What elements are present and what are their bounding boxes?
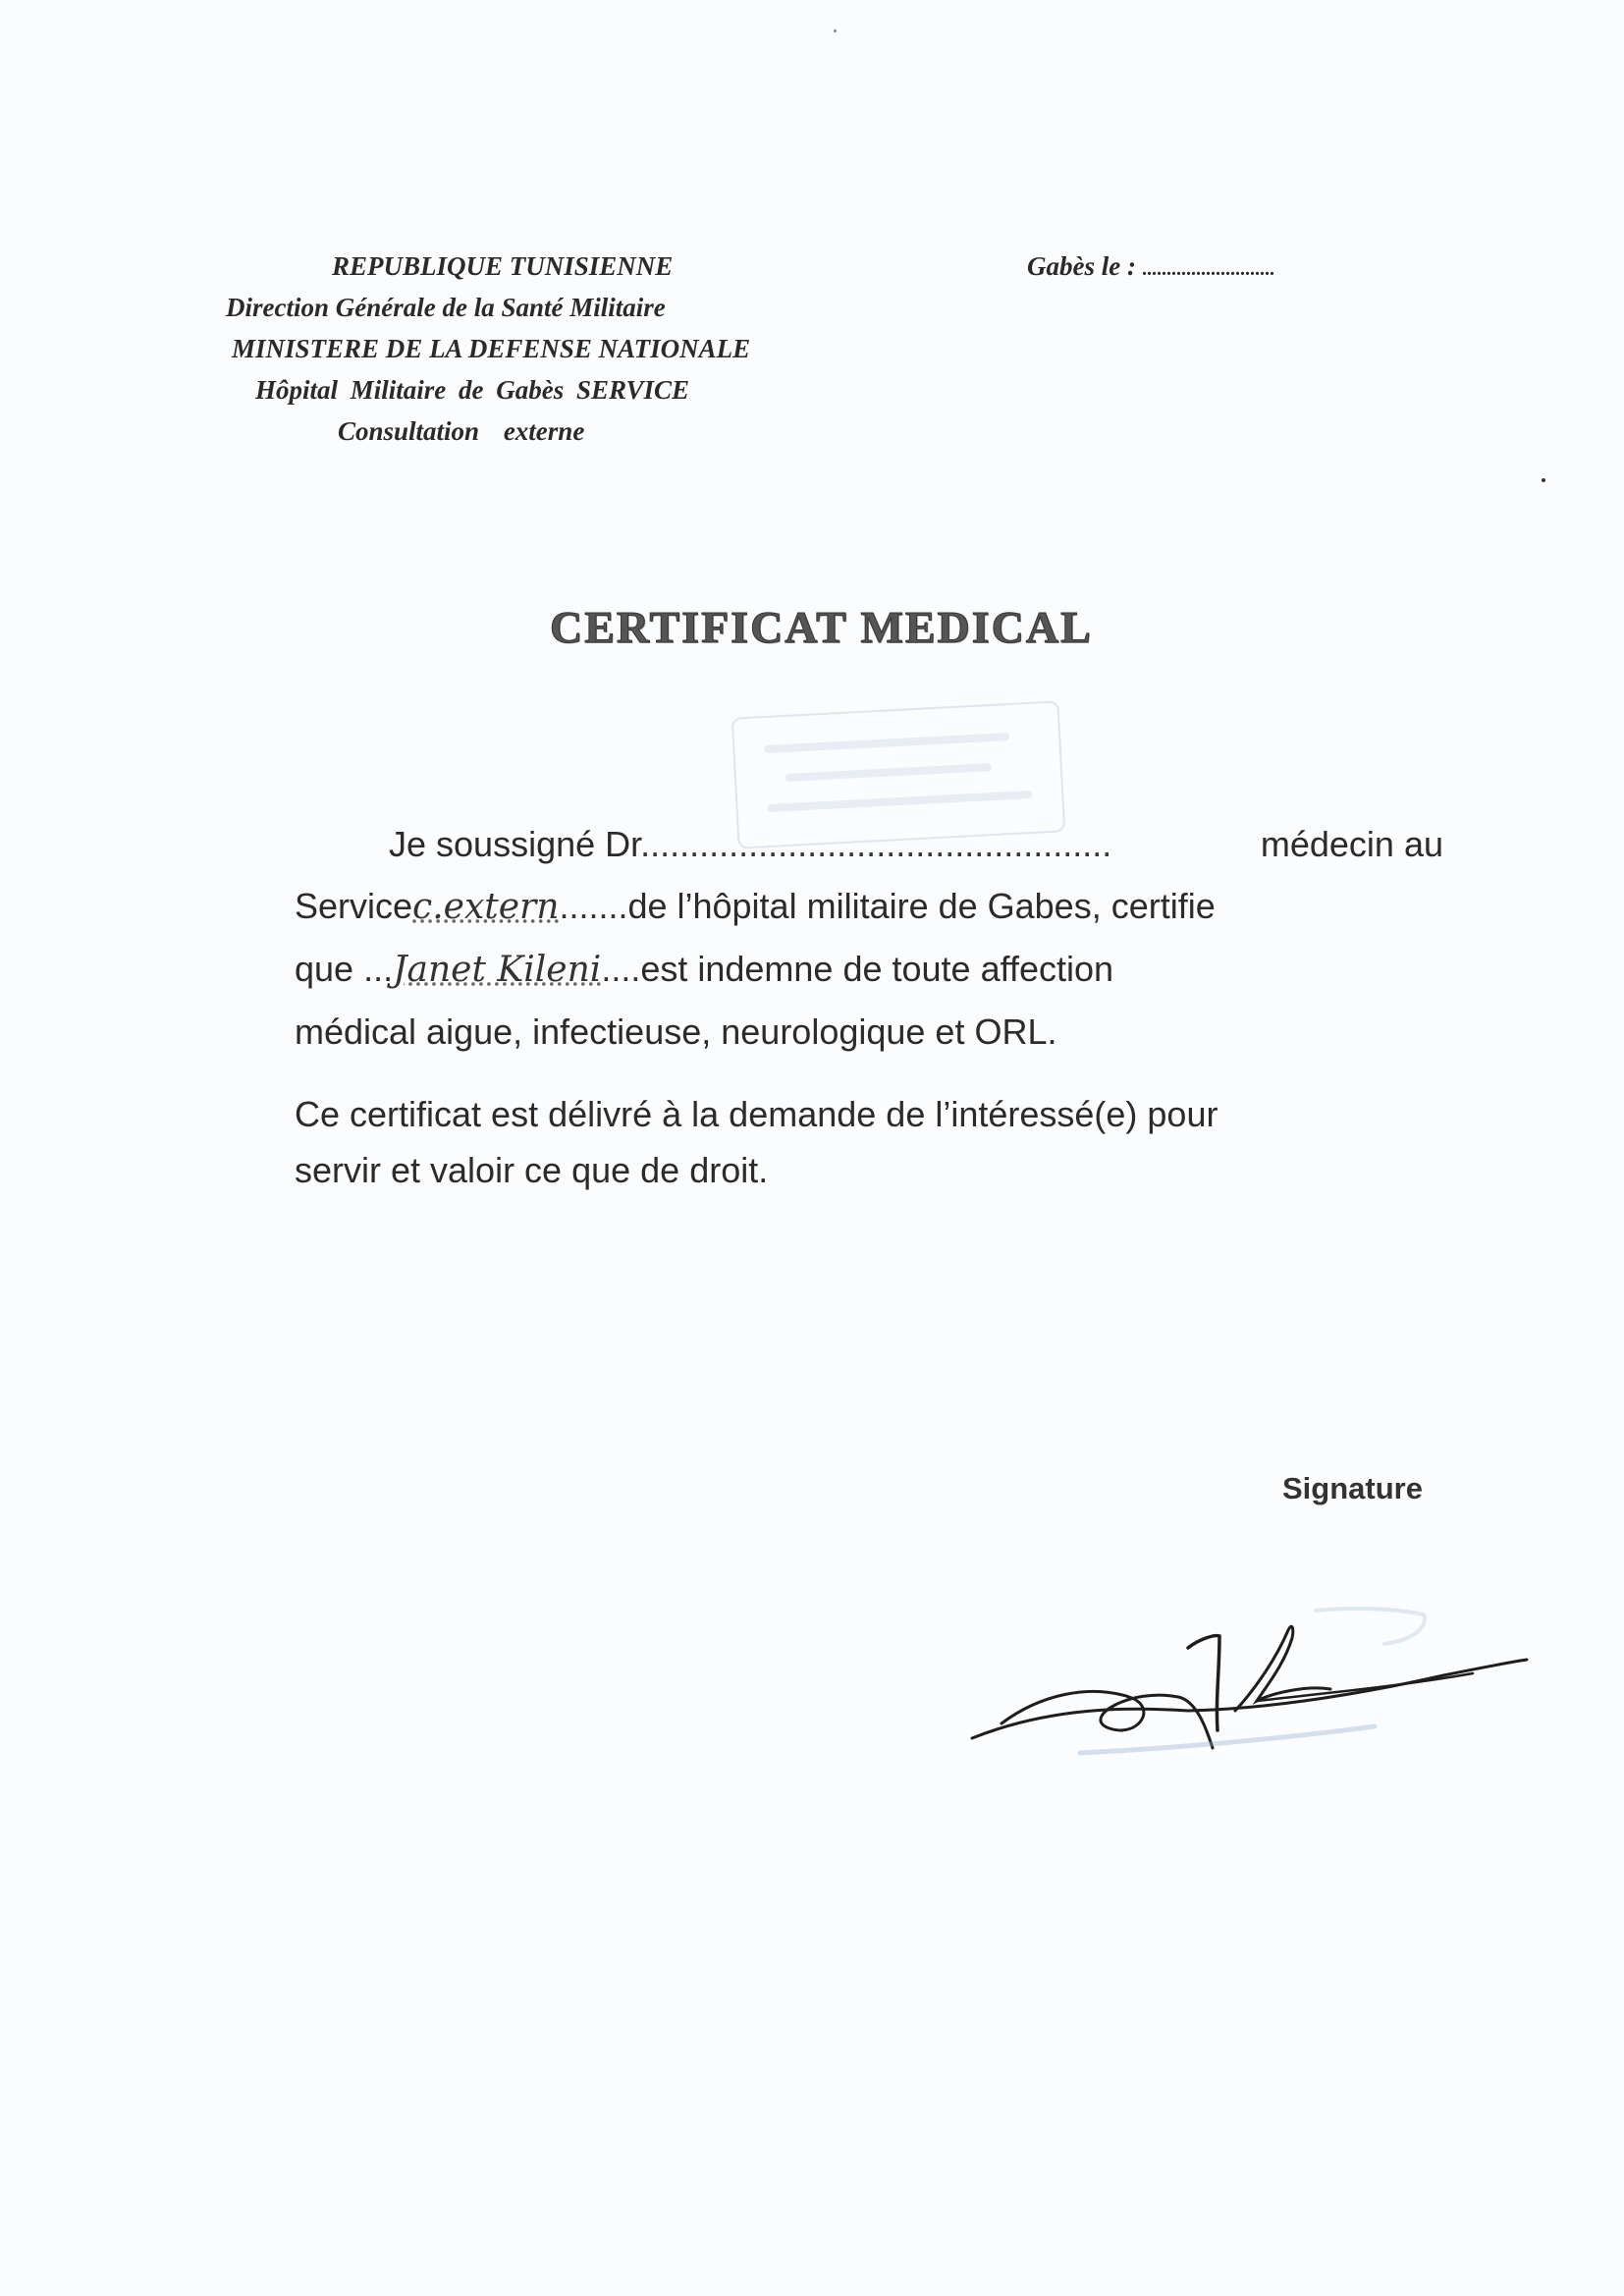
date-field [1027,246,1275,290]
body-line-1 [295,813,1443,875]
body-line-2 [295,875,1443,938]
closing-paragraph [295,1086,1443,1198]
scan-speck [1542,478,1545,482]
signature-label: Signature [1282,1471,1423,1505]
date-label: Gabès le : [1027,251,1136,281]
doctor-prefix: Je soussigné Dr [389,824,641,864]
document-title: CERTIFICAT MEDICAL [550,602,1093,652]
header-line-republic: REPUBLIQUE TUNISIENNE [332,251,674,281]
patient-handwritten: Janet Kileni [393,950,602,990]
service-prefix: Service [295,886,413,926]
patient-prefix: que ... [295,949,394,989]
service-suffix: de l’hôpital militaire de Gabes, certifie [627,886,1216,926]
certificate-body [295,813,1443,1198]
closing-line-2: servir et valoir ce que de droit. [295,1150,769,1190]
header-line-ministry: MINISTERE DE LA DEFENSE NATIONALE [232,334,751,363]
header-line-service: Consultation externe [338,416,585,446]
service-dots: ....... [559,886,628,926]
doctor-name-dots: ................................................ [640,824,1112,864]
header-line-direction: Direction Générale de la Santé Militaire [226,293,666,322]
patient-dots: .... [601,949,641,989]
service-handwritten: c.extern [412,887,560,927]
scan-speck [834,29,837,32]
handwritten-signature [962,1591,1551,1797]
closing-line-1: Ce certificat est délivré à la demande de l’intéressé(e) pour [295,1094,1218,1134]
doctor-suffix: médecin au [1260,824,1443,864]
body-line-3 [295,938,1443,1001]
header-institution-block [177,246,805,452]
patient-suffix: est indemne de toute affection [640,949,1114,989]
header-line-hospital: Hôpital Militaire de Gabès SERVICE [255,375,690,405]
date-dots: ........................... [1142,258,1275,280]
body-line-4: médical aigue, infectieuse, neurologique et ORL. [295,1011,1057,1052]
